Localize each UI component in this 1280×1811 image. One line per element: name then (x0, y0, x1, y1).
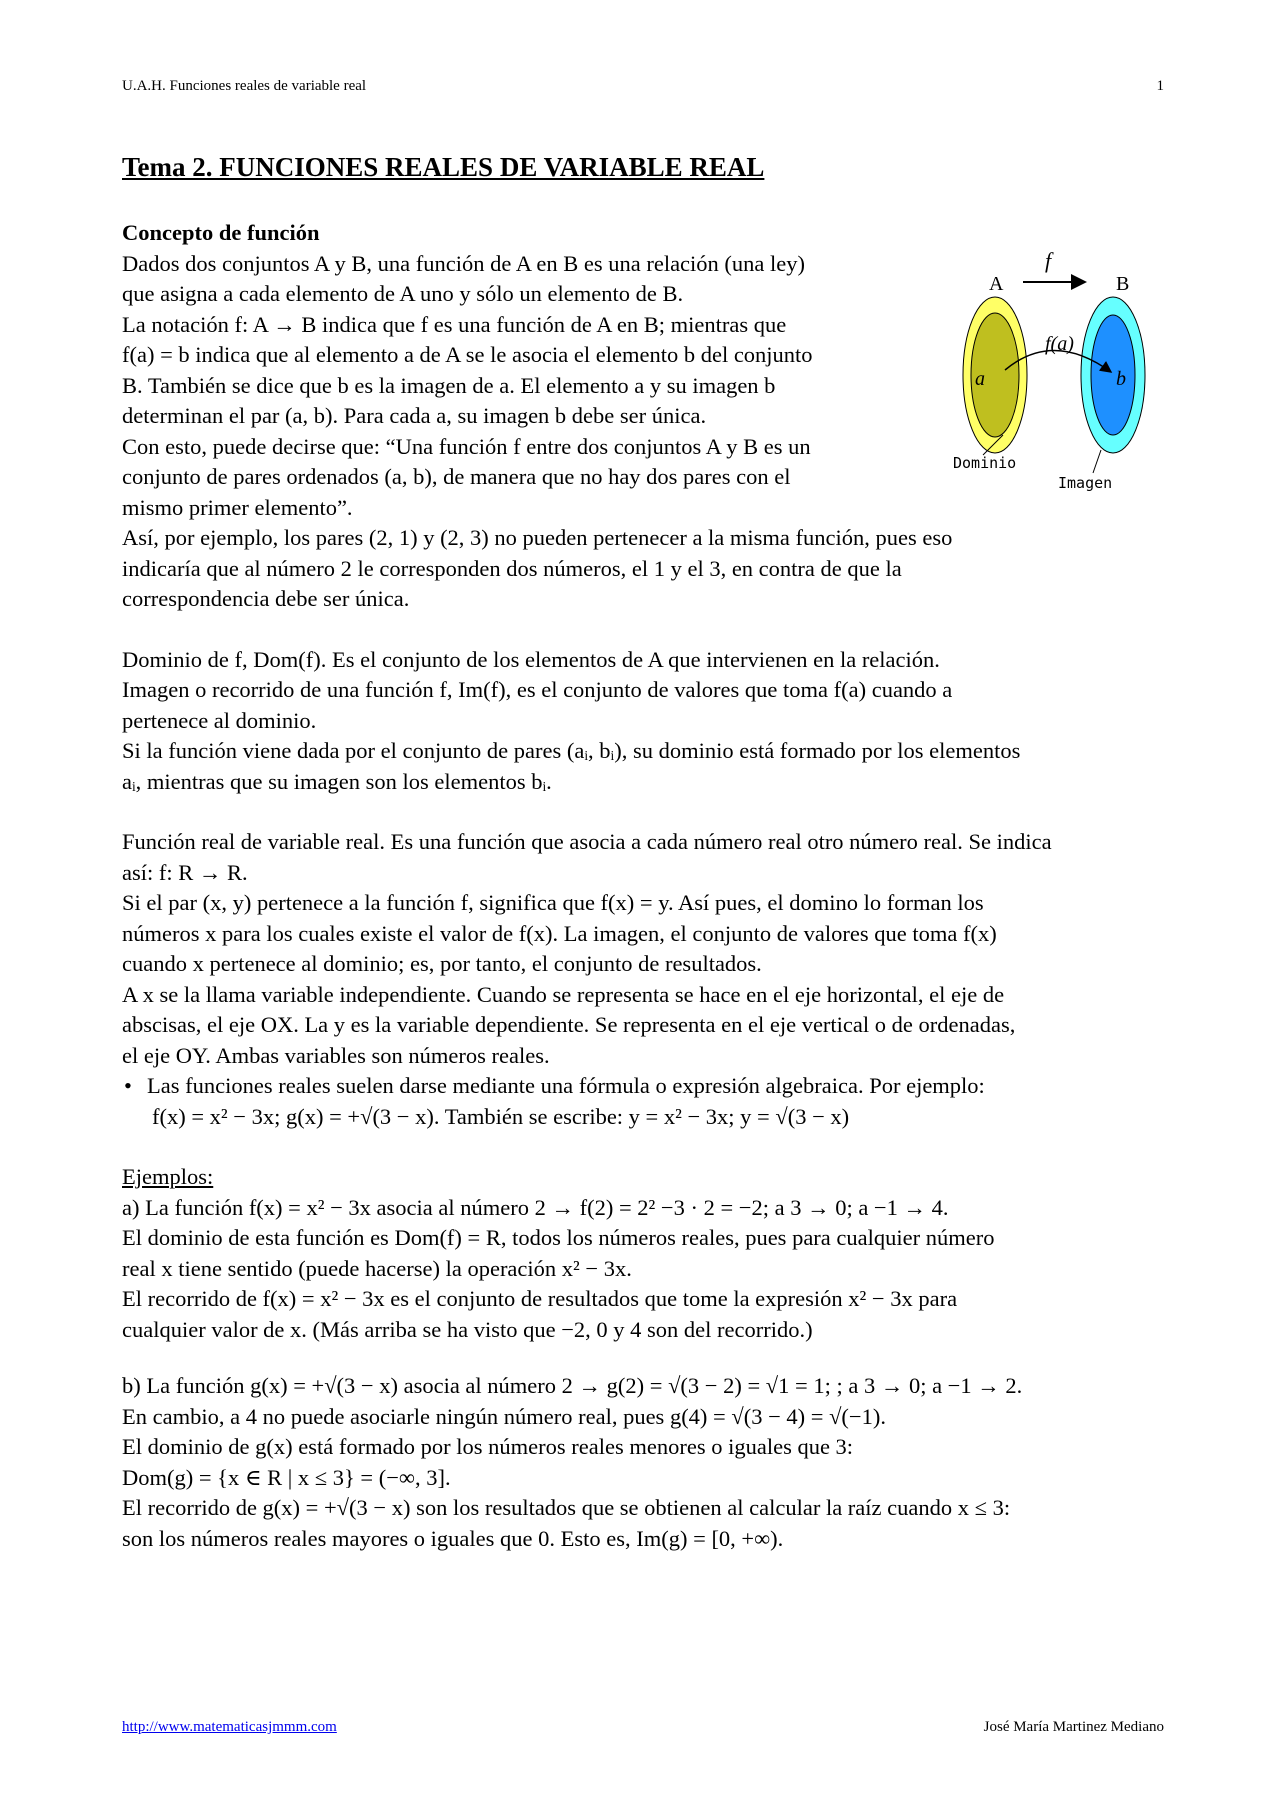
label-imagen: Imagen (1058, 474, 1113, 492)
text-line: La notación f: A → B indica que f es una función de A en B; mientras que (122, 311, 787, 337)
bullet-item: • Las funciones reales suelen darse mediante una fórmula o expresión algebraica. Por ejemplo: (122, 1071, 1167, 1102)
text-line: El dominio de g(x) está formado por los números reales menores o iguales que 3: (122, 1434, 854, 1459)
function-diagram (953, 250, 1153, 500)
section-heading-ejemplos: Ejemplos: (122, 1164, 214, 1189)
text-line: Con esto, puede decirse que: “Una función f entre dos conjuntos A y B es un (122, 433, 811, 459)
label-a: a (975, 368, 985, 390)
set-b-inner (1091, 315, 1135, 435)
text-line: que asigna a cada elemento de A uno y sólo un elemento de B. (122, 281, 684, 306)
text-line: real x tiene sentido (puede hacerse) la operación x² − 3x. (122, 1255, 632, 1281)
text-line: Dados dos conjuntos A y B, una función de A en B es una relación (una ley) (122, 250, 805, 276)
text-line: aᵢ, mientras que su imagen son los elementos bᵢ. (122, 768, 552, 794)
bullet-icon: • (124, 1073, 132, 1098)
section-heading-concepto: Concepto de función (122, 220, 320, 245)
text-line: f(a) = b indica que al elemento a de A se le asocia el elemento b del conjunto (122, 342, 813, 367)
label-dominio: Dominio (953, 454, 1017, 472)
page-footer (122, 1719, 1164, 1736)
author-name: José María Martinez Mediano (983, 1719, 1164, 1735)
text-line: así: f: R → R. (122, 859, 248, 885)
text-line: B. También se dice que b es la imagen de a. El elemento a y su imagen b (122, 372, 776, 398)
document-title: Tema 2. FUNCIONES REALES DE VARIABLE REAL (122, 152, 765, 182)
text-line: cualquier valor de x. (Más arriba se ha visto que −2, 0 y 4 son del recorrido.) (122, 1316, 813, 1342)
text-line: Dominio de f, Dom(f). Es el conjunto de los elementos de A que intervienen en la relación. (122, 646, 940, 672)
label-f: f (1045, 250, 1052, 273)
imagen-pointer (1093, 450, 1101, 473)
text-line: b) La función g(x) = +√(3 − x) asocia al número 2 → g(2) = √(3 − 2) = √1 = 1; ; a 3 → 0; a −1 → 2. (122, 1373, 1023, 1398)
formula-line: f(x) = x² − 3x; g(x) = +√(3 − x). También se escribe: y = x² − 3x; y = √(3 − x) (152, 1103, 850, 1129)
text-line: Así, por ejemplo, los pares (2, 1) y (2, 3) no pueden pertenecer a la misma función, pues eso (122, 525, 953, 550)
text-line: mismo primer elemento”. (122, 494, 353, 520)
text-line: indicaría que al número 2 le corresponden dos números, el 1 y el 3, en contra de que la (122, 555, 902, 581)
label-set-b: B (1116, 273, 1130, 295)
text-line: Imagen o recorrido de una función f, Im(f), es el conjunto de valores que toma f(a) cuando a (122, 677, 953, 702)
text-line: En cambio, a 4 no puede asociarle ningún número real, pues g(4) = √(3 − 4) = √(−1). (122, 1403, 886, 1429)
text-line: Si la función viene dada por el conjunto de pares (aᵢ, bᵢ), su dominio está formado por los elementos (122, 738, 1021, 763)
page-number: 1 (1156, 78, 1164, 94)
text-line: son los números reales mayores o iguales que 0. Esto es, Im(g) = [0, +∞). (122, 1525, 784, 1551)
text-line: El recorrido de f(x) = x² − 3x es el conjunto de resultados que tome la expresión x² − 3x para (122, 1286, 958, 1311)
text-line: abscisas, el eje OX. La y es la variable dependiente. Se representa en el eje vertical o de ordenadas, (122, 1012, 1016, 1037)
page-header (122, 78, 1164, 95)
text-line: A x se la llama variable independiente. Cuando se representa se hace en el eje horizontal, el eje de (122, 981, 1005, 1007)
text-line: Función real de variable real. Es una función que asocia a cada número real otro número real. Se indica (122, 829, 1052, 854)
website-link[interactable]: http://www.matematicasjmmm.com (122, 1719, 337, 1735)
text-line: correspondencia debe ser única. (122, 586, 410, 611)
text-line: determinan el par (a, b). Para cada a, su imagen b debe ser única. (122, 403, 707, 428)
text-line: El recorrido de g(x) = +√(3 − x) son los resultados que se obtienen al calcular la raíz cuando x ≤ 3: (122, 1495, 1011, 1520)
label-set-a: A (989, 273, 1004, 295)
header-title: U.A.H. Funciones reales de variable real (122, 78, 367, 94)
text-line: Si el par (x, y) pertenece a la función f, significa que f(x) = y. Así pues, el domino lo forman los (122, 890, 984, 915)
text-line: conjunto de pares ordenados (a, b), de manera que no hay dos pares con el (122, 464, 791, 489)
text-line: números x para los cuales existe el valor de f(x). La imagen, el conjunto de valores que toma f(x) (122, 920, 997, 946)
text-line: a) La función f(x) = x² − 3x asocia al número 2 → f(2) = 2² −3 · 2 = −2; a 3 → 0; a −1 → 4. (122, 1194, 949, 1220)
text-line: el eje OY. Ambas variables son números reales. (122, 1042, 550, 1068)
label-fa: f(a) (1045, 333, 1074, 355)
text-line: pertenece al dominio. (122, 707, 317, 733)
text-line: El dominio de esta función es Dom(f) = R, todos los números reales, pues para cualquier número (122, 1225, 995, 1250)
label-b: b (1116, 368, 1126, 390)
text-line: cuando x pertenece al dominio; es, por tanto, el conjunto de resultados. (122, 951, 762, 976)
concepto-paragraph (122, 249, 952, 524)
text-line: Dom(g) = {x ∈ R | x ≤ 3} = (−∞, 3]. (122, 1464, 451, 1490)
